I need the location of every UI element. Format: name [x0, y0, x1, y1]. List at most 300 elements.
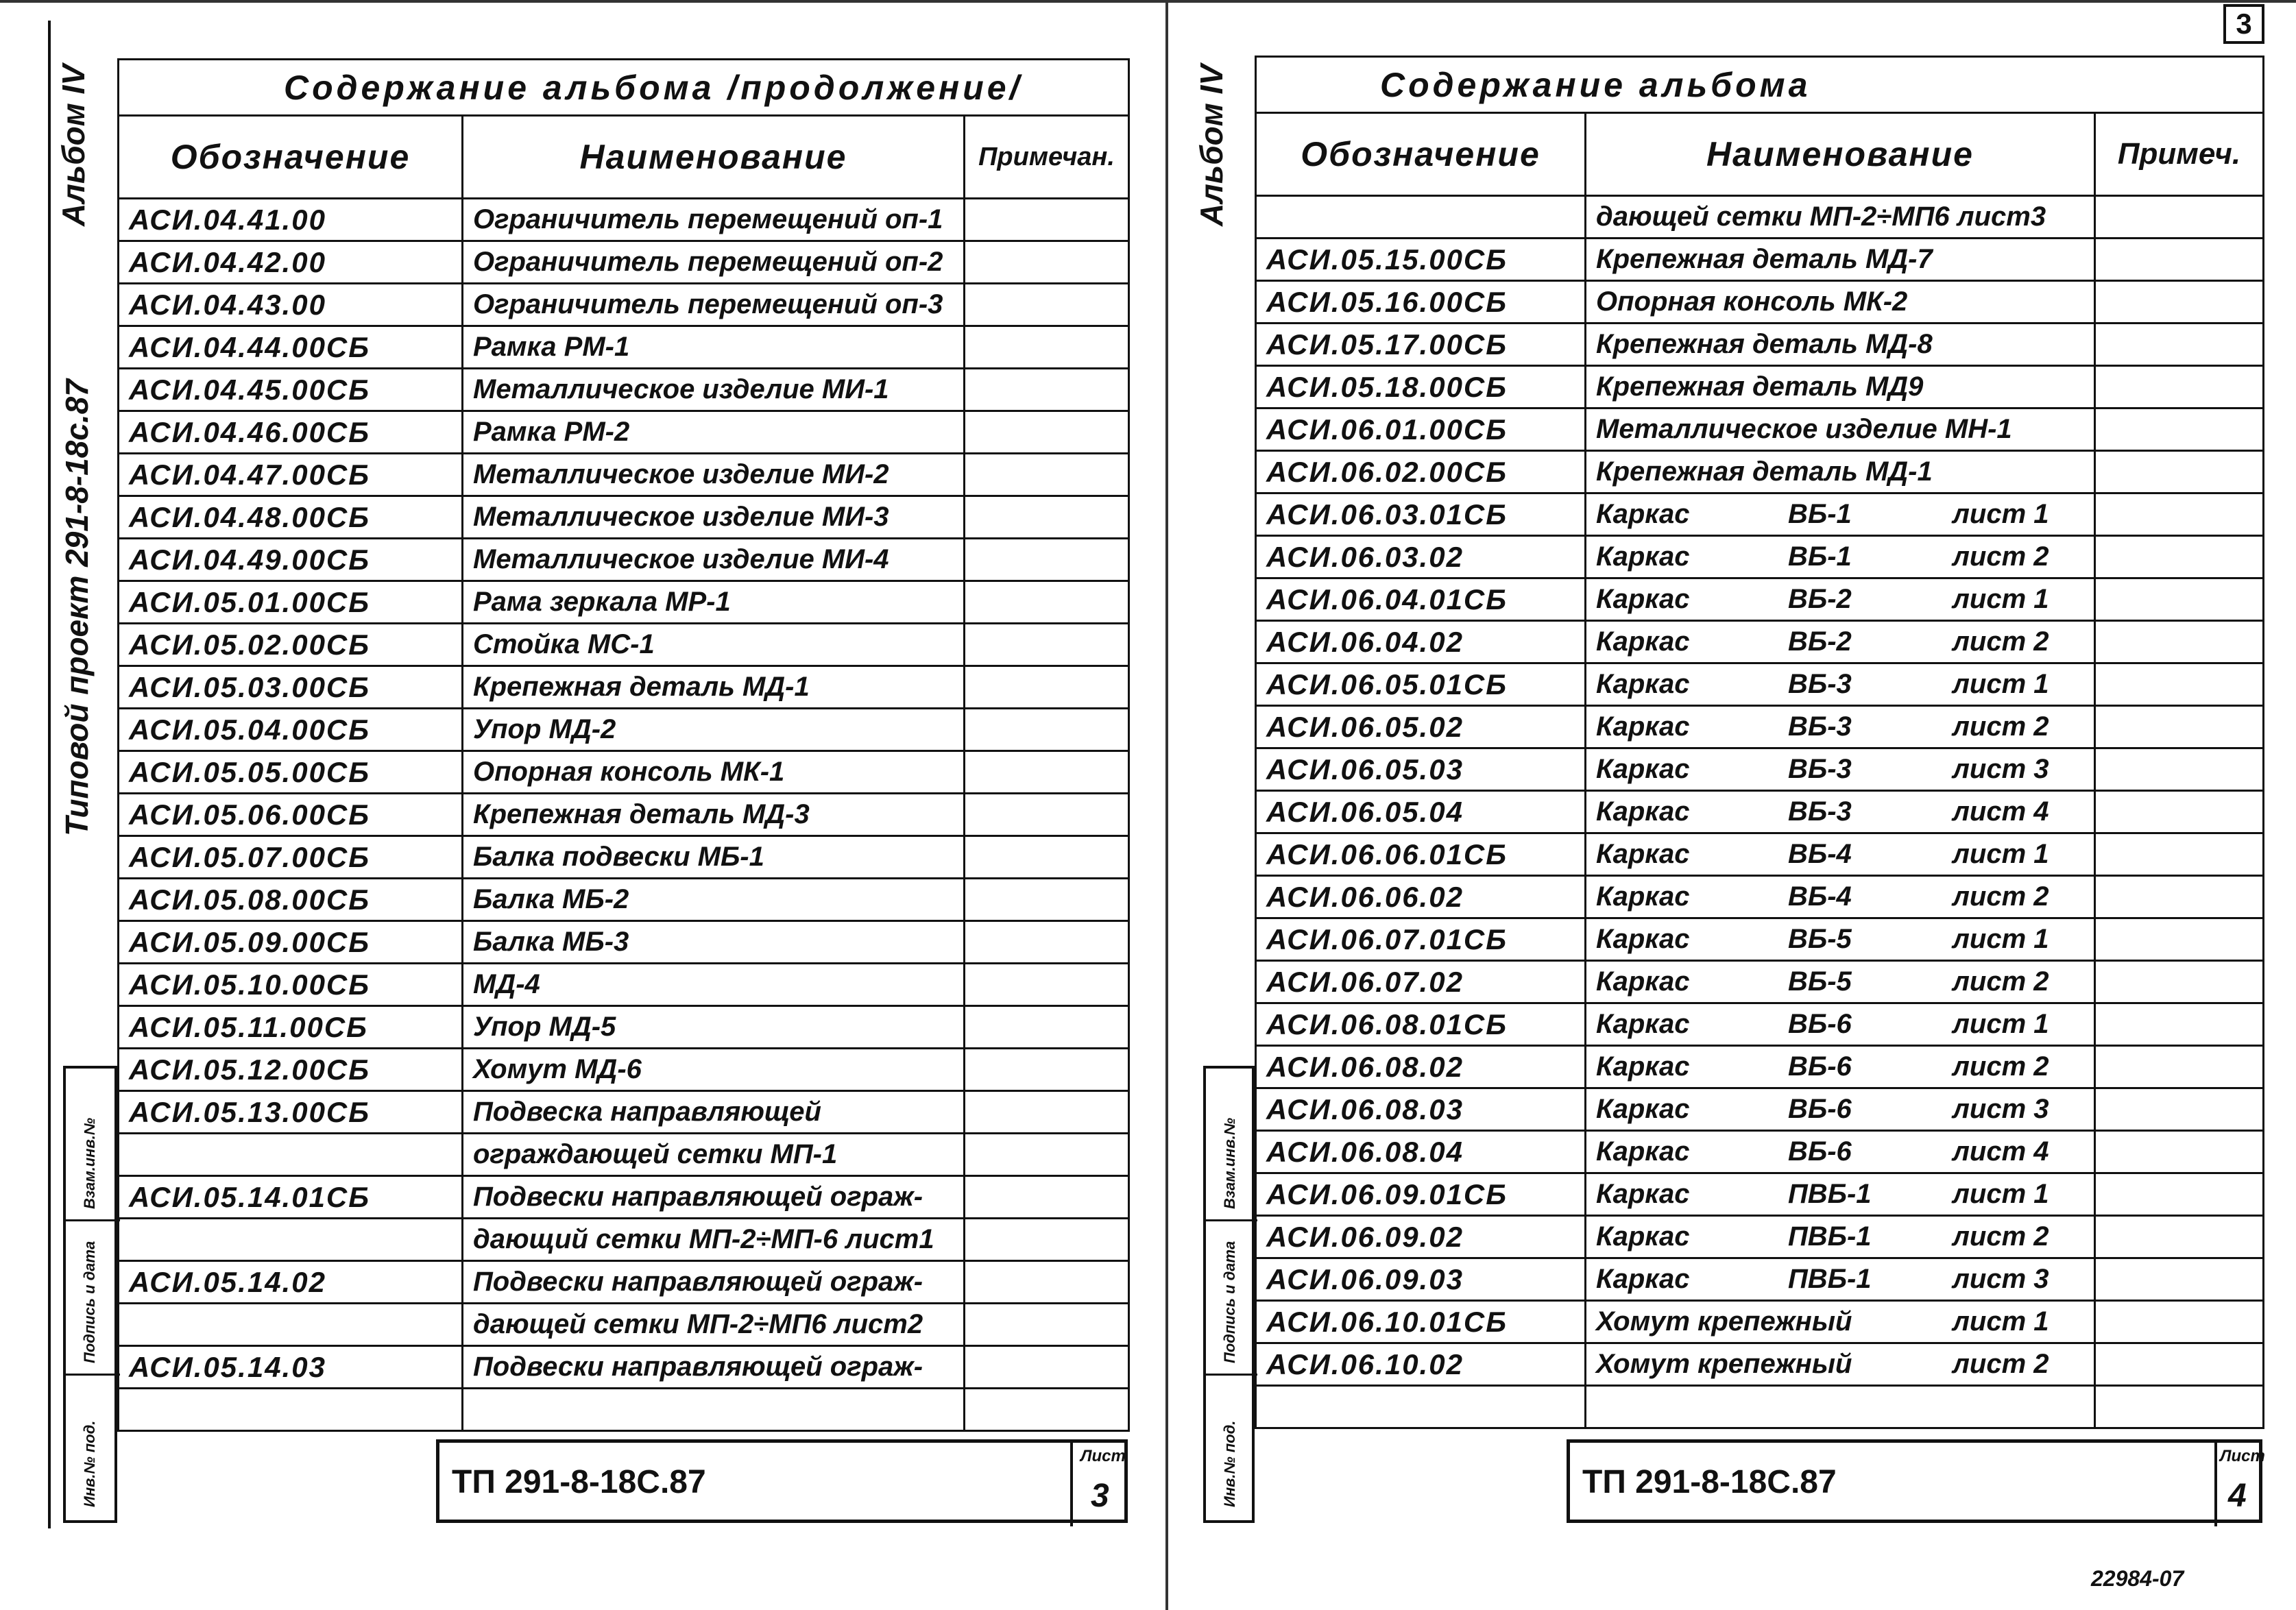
item-name: Металлическое изделие МИ-1 [463, 369, 965, 411]
document-code: ТП 291-8-18С.87 [1582, 1464, 1837, 1500]
header-note: Примечан. [965, 116, 1129, 199]
item-sheet: лист 1 [1953, 839, 2049, 869]
item-name: Опорная консоль МК-1 [463, 751, 965, 794]
item-note [2095, 621, 2264, 663]
item-sheet: лист 1 [1953, 924, 2049, 954]
item-note [2095, 451, 2264, 493]
right-side-boxes [1203, 1066, 1255, 1523]
item-name: Ограничитель перемещений оп-3 [463, 284, 965, 326]
item-code: АСИ.04.49.00СБ [119, 539, 463, 581]
item-code: АСИ.06.09.01СБ [1256, 1173, 1586, 1216]
item-code [119, 1134, 463, 1176]
album-label: Альбом IV [56, 64, 91, 226]
table-row [1256, 1173, 2264, 1216]
table-row [119, 1219, 1129, 1261]
header-name: Наименование [1586, 113, 2095, 196]
item-note [2095, 706, 2264, 748]
item-name: Упор МД-5 [463, 1006, 965, 1049]
header-code: Обозначение [1256, 113, 1586, 196]
item-name: Каркас [1596, 711, 1690, 742]
item-code: АСИ.06.05.02 [1256, 706, 1586, 748]
item-name: Крепежная деталь МД-1 [1596, 456, 1933, 487]
album-label: Альбом IV [1194, 64, 1229, 226]
item-name: Балка подвески МБ-1 [463, 836, 965, 879]
item-note [2095, 1173, 2264, 1216]
item-code: АСИ.05.03.00СБ [119, 666, 463, 709]
item-name: Каркас [1596, 584, 1690, 614]
item-code: АСИ.05.06.00СБ [119, 794, 463, 836]
item-note [965, 1304, 1129, 1346]
sheet-number: 3 [1091, 1478, 1109, 1514]
item-note [965, 539, 1129, 581]
item-name-cell [1586, 833, 2095, 876]
item-name: Каркас [1596, 541, 1690, 572]
table-row [119, 199, 1129, 241]
item-mark: ВБ-6 [1788, 1051, 1852, 1082]
item-code: АСИ.06.06.01СБ [1256, 833, 1586, 876]
table-row [119, 1304, 1129, 1346]
item-code: АСИ.04.43.00 [119, 284, 463, 326]
table-row [1256, 281, 2264, 324]
item-name-cell [1586, 1046, 2095, 1088]
item-name: Хомут крепежный [1596, 1349, 1852, 1379]
item-sheet: лист 2 [1953, 1051, 2049, 1082]
item-code: АСИ.06.08.03 [1256, 1088, 1586, 1131]
header-note: Примеч. [2095, 113, 2264, 196]
item-sheet: лист 1 [1953, 1179, 2049, 1209]
item-name-cell [1586, 918, 2095, 961]
item-name-cell [1586, 621, 2095, 663]
item-mark: ВБ-4 [1788, 839, 1852, 869]
table-row [119, 581, 1129, 624]
table-row [119, 496, 1129, 539]
item-mark: ПВБ-1 [1788, 1179, 1872, 1209]
table-row [119, 921, 1129, 964]
item-note [2095, 663, 2264, 706]
item-mark: ВБ-1 [1788, 541, 1852, 572]
item-note [2095, 536, 2264, 578]
item-note [965, 751, 1129, 794]
item-code: АСИ.06.06.02 [1256, 876, 1586, 918]
item-code: АСИ.05.02.00СБ [119, 624, 463, 666]
left-side-boxes [63, 1066, 117, 1523]
item-name: Подвески направляющей ограж- [463, 1261, 965, 1304]
item-note [2095, 748, 2264, 791]
item-name: Каркас [1596, 1094, 1690, 1124]
item-sheet: лист 2 [1953, 881, 2049, 912]
item-note [2095, 493, 2264, 536]
table-row [119, 1176, 1129, 1219]
table-row [119, 1134, 1129, 1176]
item-name-cell [1586, 1088, 2095, 1131]
table-row [1256, 1216, 2264, 1258]
item-sheet: лист 2 [1953, 1349, 2049, 1379]
side-box-label: Подпись и дата [1221, 1241, 1238, 1363]
item-code: АСИ.05.14.01СБ [119, 1176, 463, 1219]
item-name: Каркас [1596, 796, 1690, 827]
item-name: Каркас [1596, 1051, 1690, 1082]
item-name: Каркас [1596, 754, 1690, 784]
item-note [965, 964, 1129, 1006]
item-mark: ВБ-3 [1788, 669, 1852, 699]
item-code: АСИ.06.08.02 [1256, 1046, 1586, 1088]
item-note [2095, 408, 2264, 451]
item-sheet: лист 1 [1953, 1306, 2049, 1337]
table-row [1256, 578, 2264, 621]
item-name: Каркас [1596, 669, 1690, 699]
item-name: Металлическое изделие МИ-2 [463, 454, 965, 496]
top-border [0, 0, 2296, 3]
item-note [2095, 1216, 2264, 1258]
item-code: АСИ.05.16.00СБ [1256, 281, 1586, 324]
item-note [965, 1134, 1129, 1176]
item-name: Каркас [1596, 1264, 1690, 1294]
left-title-block [436, 1439, 1128, 1523]
item-note [965, 241, 1129, 284]
item-note [965, 1346, 1129, 1389]
table-row [119, 794, 1129, 836]
item-code: АСИ.06.04.02 [1256, 621, 1586, 663]
item-note [2095, 281, 2264, 324]
item-note [2095, 1046, 2264, 1088]
item-code: АСИ.05.09.00СБ [119, 921, 463, 964]
table-row [1256, 1046, 2264, 1088]
item-name: дающей сетки МП-2÷МП6 лист3 [1596, 202, 2046, 232]
item-name-cell [1586, 1003, 2095, 1046]
table-row [1256, 1003, 2264, 1046]
item-name: Металлическое изделие МН-1 [1596, 414, 2012, 444]
item-mark: ПВБ-1 [1788, 1221, 1872, 1252]
item-sheet: лист 2 [1953, 966, 2049, 997]
item-note [965, 624, 1129, 666]
item-code: АСИ.06.05.04 [1256, 791, 1586, 833]
item-note [2095, 1301, 2264, 1343]
table-row [1256, 833, 2264, 876]
item-name-cell [1586, 748, 2095, 791]
item-name: Металлическое изделие МИ-4 [463, 539, 965, 581]
item-name: Каркас [1596, 626, 1690, 657]
item-code: АСИ.06.10.01СБ [1256, 1301, 1586, 1343]
item-note [965, 1049, 1129, 1091]
table-title: Содержание альбома /продолжение/ [119, 60, 1129, 116]
item-name: Балка МБ-2 [463, 879, 965, 921]
item-code: АСИ.05.10.00СБ [119, 964, 463, 1006]
item-note [2095, 1088, 2264, 1131]
table-row [119, 666, 1129, 709]
item-note [965, 1091, 1129, 1134]
item-name-cell [1586, 239, 2095, 281]
item-code [119, 1389, 463, 1431]
item-note [965, 709, 1129, 751]
item-name: дающей сетки МП-2÷МП6 лист2 [463, 1304, 965, 1346]
item-code: АСИ.06.04.01СБ [1256, 578, 1586, 621]
item-code: АСИ.06.03.02 [1256, 536, 1586, 578]
item-sheet: лист 2 [1953, 711, 2049, 742]
item-code: АСИ.05.05.00СБ [119, 751, 463, 794]
item-mark: ВБ-5 [1788, 924, 1852, 954]
item-name: Рамка РМ-2 [463, 411, 965, 454]
side-box-label: Инв.№ под. [81, 1420, 98, 1507]
item-name: Стойка МС-1 [463, 624, 965, 666]
item-code: АСИ.06.07.02 [1256, 961, 1586, 1003]
item-name: Каркас [1596, 881, 1690, 912]
item-note [965, 454, 1129, 496]
item-name-cell [1586, 961, 2095, 1003]
item-code [1256, 1386, 1586, 1428]
item-note [965, 199, 1129, 241]
item-note [965, 284, 1129, 326]
item-code: АСИ.06.08.01СБ [1256, 1003, 1586, 1046]
page-divider [1165, 0, 1168, 1610]
item-note [965, 369, 1129, 411]
item-name [463, 1389, 965, 1431]
item-note [965, 1176, 1129, 1219]
item-name: Подвески направляющей ограж- [463, 1346, 965, 1389]
item-code: АСИ.04.47.00СБ [119, 454, 463, 496]
item-name: Крепежная деталь МД-7 [1596, 244, 1933, 274]
item-note [965, 326, 1129, 369]
side-box-label: Подпись и дата [81, 1241, 98, 1363]
page-number: 3 [2236, 8, 2252, 40]
item-code: АСИ.04.45.00СБ [119, 369, 463, 411]
right-contents-table [1255, 56, 2264, 1429]
item-code: АСИ.06.05.01СБ [1256, 663, 1586, 706]
header-code: Обозначение [119, 116, 463, 199]
table-row [1256, 791, 2264, 833]
item-code [1256, 196, 1586, 239]
item-name-cell [1586, 1343, 2095, 1386]
item-name-cell [1586, 493, 2095, 536]
item-name: Крепежная деталь МД9 [1596, 371, 1924, 402]
item-name: Подвески направляющей ограж- [463, 1176, 965, 1219]
item-code [119, 1304, 463, 1346]
item-mark: ВБ-2 [1788, 626, 1852, 657]
item-name: Каркас [1596, 1136, 1690, 1167]
item-name: Рама зеркала МР-1 [463, 581, 965, 624]
item-name-cell [1586, 1301, 2095, 1343]
item-name: Ограничитель перемещений оп-2 [463, 241, 965, 284]
item-mark: ВБ-6 [1788, 1094, 1852, 1124]
item-name: Крепежная деталь МД-1 [463, 666, 965, 709]
item-name-cell [1586, 1386, 2095, 1428]
item-mark: ВБ-5 [1788, 966, 1852, 997]
table-row [119, 751, 1129, 794]
table-row [119, 1389, 1129, 1431]
item-code: АСИ.04.41.00 [119, 199, 463, 241]
table-row [1256, 366, 2264, 408]
item-sheet: лист 4 [1953, 796, 2049, 827]
item-note [2095, 833, 2264, 876]
item-note [2095, 961, 2264, 1003]
item-name: ограждающей сетки МП-1 [463, 1134, 965, 1176]
item-name: Балка МБ-3 [463, 921, 965, 964]
item-name-cell [1586, 451, 2095, 493]
item-note [965, 1261, 1129, 1304]
item-code: АСИ.05.08.00СБ [119, 879, 463, 921]
table-row [119, 326, 1129, 369]
item-code: АСИ.06.01.00СБ [1256, 408, 1586, 451]
table-row [119, 411, 1129, 454]
item-note [2095, 1258, 2264, 1301]
table-row [119, 624, 1129, 666]
item-name: Каркас [1596, 1009, 1690, 1039]
item-code: АСИ.04.44.00СБ [119, 326, 463, 369]
item-code: АСИ.05.01.00СБ [119, 581, 463, 624]
item-name-cell [1586, 791, 2095, 833]
item-name-cell [1586, 366, 2095, 408]
item-sheet: лист 3 [1953, 1094, 2049, 1124]
project-label: Типовой проект 291-8-18с.87 [59, 379, 95, 836]
item-code: АСИ.06.05.03 [1256, 748, 1586, 791]
item-note [2095, 791, 2264, 833]
item-sheet: лист 3 [1953, 1264, 2049, 1294]
table-row [1256, 876, 2264, 918]
item-note [965, 879, 1129, 921]
item-note [2095, 239, 2264, 281]
table-row [1256, 961, 2264, 1003]
table-row [119, 284, 1129, 326]
item-note [2095, 1131, 2264, 1173]
item-note [2095, 324, 2264, 366]
item-name-cell [1586, 1216, 2095, 1258]
table-row [119, 454, 1129, 496]
item-note [965, 921, 1129, 964]
item-note [965, 496, 1129, 539]
table-row [119, 1006, 1129, 1049]
item-mark: ПВБ-1 [1788, 1264, 1872, 1294]
item-name: дающий сетки МП-2÷МП-6 лист1 [463, 1219, 965, 1261]
table-row [1256, 1088, 2264, 1131]
page-number-box [2223, 4, 2264, 44]
item-code: АСИ.06.10.02 [1256, 1343, 1586, 1386]
item-code: АСИ.06.09.02 [1256, 1216, 1586, 1258]
item-code: АСИ.05.14.02 [119, 1261, 463, 1304]
item-sheet: лист 2 [1953, 1221, 2049, 1252]
item-name-cell [1586, 706, 2095, 748]
item-sheet: лист 1 [1953, 584, 2049, 614]
item-name: Крепежная деталь МД-3 [463, 794, 965, 836]
item-code [119, 1219, 463, 1261]
item-name: Подвеска направляющей [463, 1091, 965, 1134]
table-row [1256, 621, 2264, 663]
item-code: АСИ.04.42.00 [119, 241, 463, 284]
item-sheet: лист 1 [1953, 669, 2049, 699]
table-row [119, 1261, 1129, 1304]
item-name: Хомут крепежный [1596, 1306, 1852, 1337]
table-title: Содержание альбома [1256, 57, 2264, 113]
item-sheet: лист 2 [1953, 541, 2049, 572]
left-side-strip [48, 21, 51, 1528]
item-note [2095, 1003, 2264, 1046]
table-row [119, 369, 1129, 411]
table-row [1256, 408, 2264, 451]
item-name: Каркас [1596, 839, 1690, 869]
table-row [119, 1346, 1129, 1389]
table-row [1256, 706, 2264, 748]
item-mark: ВБ-2 [1788, 584, 1852, 614]
item-name-cell [1586, 1258, 2095, 1301]
table-row [1256, 918, 2264, 961]
item-name-cell [1586, 578, 2095, 621]
item-note [965, 411, 1129, 454]
item-mark: ВБ-6 [1788, 1136, 1852, 1167]
item-code: АСИ.05.14.03 [119, 1346, 463, 1389]
item-code: АСИ.06.03.01СБ [1256, 493, 1586, 536]
item-note [965, 794, 1129, 836]
item-name: Рамка РМ-1 [463, 326, 965, 369]
sheet-label: Лист [2220, 1447, 2265, 1465]
item-name: МД-4 [463, 964, 965, 1006]
table-row [119, 1049, 1129, 1091]
header-name: Наименование [463, 116, 965, 199]
item-mark: ВБ-1 [1788, 499, 1852, 529]
item-code: АСИ.04.46.00СБ [119, 411, 463, 454]
table-row [1256, 324, 2264, 366]
item-mark: ВБ-3 [1788, 711, 1852, 742]
archive-number: 22984-07 [2091, 1566, 2184, 1591]
item-note [2095, 578, 2264, 621]
item-name-cell [1586, 408, 2095, 451]
item-mark: ВБ-3 [1788, 754, 1852, 784]
item-name-cell [1586, 663, 2095, 706]
table-row [119, 709, 1129, 751]
item-note [2095, 366, 2264, 408]
table-row [1256, 239, 2264, 281]
item-name: Каркас [1596, 499, 1690, 529]
item-sheet: лист 1 [1953, 499, 2049, 529]
table-row [1256, 748, 2264, 791]
table-row [1256, 1386, 2264, 1428]
item-code: АСИ.05.11.00СБ [119, 1006, 463, 1049]
item-note [965, 836, 1129, 879]
side-box-label: Взам.инв.№ [1221, 1117, 1238, 1209]
table-row [119, 241, 1129, 284]
item-code: АСИ.06.08.04 [1256, 1131, 1586, 1173]
item-note [965, 1006, 1129, 1049]
item-name: Металлическое изделие МИ-3 [463, 496, 965, 539]
item-name: Упор МД-2 [463, 709, 965, 751]
item-note [2095, 196, 2264, 239]
item-name-cell [1586, 281, 2095, 324]
item-note [965, 666, 1129, 709]
item-note [2095, 876, 2264, 918]
item-code: АСИ.05.12.00СБ [119, 1049, 463, 1091]
table-row [119, 879, 1129, 921]
table-row [1256, 1343, 2264, 1386]
item-name: Ограничитель перемещений оп-1 [463, 199, 965, 241]
item-name: Каркас [1596, 1179, 1690, 1209]
right-title-block [1567, 1439, 2265, 1523]
item-note [2095, 1386, 2264, 1428]
item-name: Хомут МД-6 [463, 1049, 965, 1091]
item-name: Каркас [1596, 966, 1690, 997]
sheet-number: 4 [2228, 1478, 2247, 1514]
item-code: АСИ.06.09.03 [1256, 1258, 1586, 1301]
item-code: АСИ.04.48.00СБ [119, 496, 463, 539]
item-name-cell [1586, 1173, 2095, 1216]
item-note [2095, 918, 2264, 961]
left-contents-table [117, 58, 1130, 1432]
item-code: АСИ.05.04.00СБ [119, 709, 463, 751]
item-mark: ВБ-3 [1788, 796, 1852, 827]
item-name: Каркас [1596, 924, 1690, 954]
item-name-cell [1586, 324, 2095, 366]
item-mark: ВБ-4 [1788, 881, 1852, 912]
item-note [2095, 1343, 2264, 1386]
item-name-cell [1586, 1131, 2095, 1173]
item-mark: ВБ-6 [1788, 1009, 1852, 1039]
item-code: АСИ.05.07.00СБ [119, 836, 463, 879]
